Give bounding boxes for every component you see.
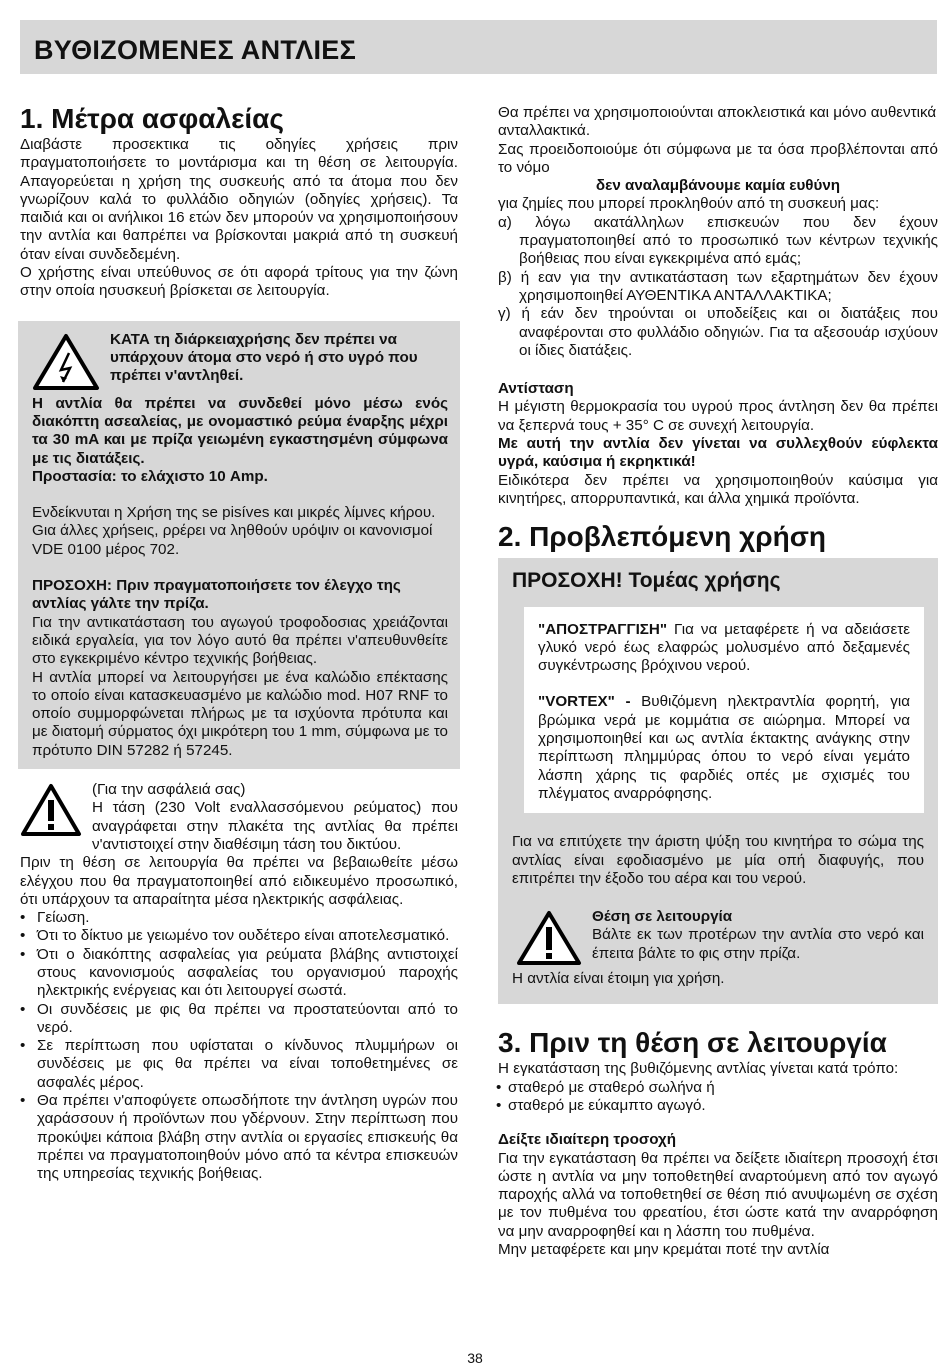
left-column: [20, 104, 458, 1184]
warning-no-persons: ΚΑΤΑ τη διάρκειαχρήσης δεν πρέπει να υπάρχουν άτομα στο νερό ή στο υγρό που πρέπει ν'αντληθεί.: [110, 330, 418, 385]
electric-hazard-icon: [32, 333, 100, 391]
list-item: • Σε περίπτωση που υφίσταται ο κίνδυνος πλυμμήρων οι συνδέσεις με φις θα πρέπει να είναι τοποθετημένες σε ασφαλές μέρος.: [20, 1037, 458, 1092]
drainage-text: Για να μεταφέρετε ή να αδειάσετε γλυκό νερό έως ελαφρώς μολυσμένο από δεξαμενές συγκέντρωσης βρόχινου νερού.: [538, 620, 910, 675]
damages-text: για ζημίες που μπορεί προκληθούν από τη συσκευή μας:: [498, 195, 880, 213]
no-liability: δεν αναλαμβάνουμε καμία ευθύνη: [595, 177, 841, 195]
list-item: • σταθερό με εύκαμπτο αγωγό.: [496, 1097, 938, 1115]
section-2-title: 2. Προβλεπόμενη χρήση: [498, 521, 826, 553]
list-item: • Οι συνδέσεις με φις θα πρέπει να προστατεύονται από το νερό.: [20, 1001, 458, 1038]
warning-circuit-breaker: Η αντλία θα πρέπει να συνδεθεί μόνο μέσω ενός διακόπτη ασεαλείας, με ονομαστικό ρεύμα έναρξης μέχρι τα 30 mA και με πρίζα γειωμένη εγκαστησμένη σύμφωνα με τις διατάξεις.: [32, 394, 448, 467]
right-column: [498, 104, 938, 1259]
original-parts-text: Θα πρέπει να χρησιμοποιούνται αποκλειστικά και μόνο αυθεντικά ανταλλακτικά.: [498, 104, 937, 140]
resistance-text-2: Ειδικότερα δεν πρέπει να χρησιμοποιηθούν καύσιμα για κινητήρες, απορρυπαντικά, και άλλα χημικά προϊόντα.: [498, 471, 938, 507]
caution-title: ΠΡΟΣΟΧΗ: Πριν πραγματοποιήσετε τον έλεγχο της αντλίας γάλτε την πρίζα.: [32, 577, 401, 613]
warning-exclamation-icon: [516, 910, 582, 966]
operation-title: Θέση σε λειτουργία: [592, 908, 733, 926]
list-item: γ) ή εάν δεν τηρούνται οι υποδείξεις και οι διατάξεις που αναφέρονται στο φυλλάδιο οδηγιών. Για τα αξεσουάρ ισχύουν οι ίδιες διατάξεις.: [498, 305, 938, 359]
safety-box: [18, 321, 460, 769]
attention-title: Δείξτε ιδιαίτερη τροσοχή: [498, 1131, 676, 1149]
attention-text: Για την εγκατάσταση θα πρέπει να δείξετε ιδιαίτερη προσοχή έτσι ώστε η αντλία να μην τοποθετηθεί αναρτούμενη από τον αγωγό παροχής αλλά να τοποθετηθεί σε θέση πιό ανυψωμένη σε σχέση με τον πυθμένα του φρεατίου, έτσι ώστε κατά την αναρρόφηση να μην αναρροφηθεί και η λάσπη του πυθμένα.: [498, 1149, 938, 1240]
vortex-text: Βυθιζόμενη ηλεκτραντλία φορητή, για βρώμικα νερά με κομμάτια σε αιώρημα. Μπορεί να χρησιμοποιηθεί και ως αντλία έκτακτης ανάγκης στην περίπτωση πλημμύρας όπου το νερό είναι γεμάτο λάσπη χάρης τις φαρδιές οπές με σχισμές του πλέγματος αναρρόφησης.: [538, 693, 910, 802]
operation-text: Βάλτε εκ των προτέρων την αντλία στο νερό και έπειτα βάλτε το φις στην πρίζα.: [592, 926, 924, 962]
warning-protection: Προστασία: το ελάχιστο 10 Amp.: [32, 467, 268, 485]
list-item: • σταθερό με σταθερό σωλήνα ή: [496, 1079, 938, 1097]
attention-text-2: Μην μεταφέρετε και μην κρεμάται ποτέ την αντλία: [498, 1241, 830, 1259]
operation-ready: Η αντλία είναι έτοιμη για χρήση.: [512, 970, 725, 988]
section-1-title: 1. Μέτρα ασφαλείας: [20, 103, 284, 134]
before-use-text: Πριν τη θέση σε λειτουργία θα πρέπει να βεβαιωθείτε μέσω ελέγχου που θα πραγματοποιηθεί από ειδικευμένο προσωπικό, ότι υπάρχουν τα απαραίτητα μέσα ηλεκτρικής ασφάλειας.: [20, 854, 458, 908]
list-item: α) λόγω ακατάλληλων επισκευών που δεν έχουν πραγματοποιηθεί από το προσωπικό των κέντρων τεχνικής βοήθειας που είναι εγκεκριμένα από εμάς;: [498, 213, 938, 268]
usage-types: [524, 607, 924, 814]
legal-warning: Σας προειδοποιούμε ότι σύμφωνα με τα όσα προβλέπονται από το νόμο: [498, 140, 938, 176]
resistance-warning: Με αυτή την αντλία δεν γίνεται να συλλεχθούν εύφλεκτα υγρά, καύσιμα ή εκρηκτικά!: [498, 435, 938, 471]
list-item: • Ότι ο διακόπτης ασφαλείας για ρεύματα βλάβης αντιστοιχεί στους κανονισμούς ασφαλείας του οργανισμού παροχής ηλεκτρικής ενέργειας και ότι λειτουργεί σωστά.: [20, 946, 458, 1001]
header-band: [20, 20, 937, 74]
list-item: β) ή εαν για την αντικατάσταση των εξαρτημάτων δεν έχουν χρησιμοποιηθεί ΑΥΘΕΝΤΙΚΑ ΑΝΤΑΛΛΑΚΤΙΚΑ;: [498, 268, 938, 304]
vortex-label: "VORTEX" -: [538, 693, 631, 711]
caution-cable: Για την αντικατάσταση του αγωγού τροφοδοσιας χρειάζονται ειδικά εργαλεία, για τον λόγο αυτό θα πρέπει ν'απευθυνθείτε στο εγκεκριμένο κέντρο τεχνικής βοήθειας.: [32, 613, 448, 668]
voltage-text: Η τάση (230 Volt εναλλασσόμενου ρεύματος) που αναγράφεται στην πλακέτα της αντλίας θα πρέπει ν'αντιστοιχεί στην διαθέσιμη τάση του δικτύου.: [92, 799, 458, 853]
page-title: ΒΥΘΙΖΟΜΕΝΕΣ ΑΝΤΛΙΕΣ: [34, 35, 357, 65]
cooling-text: Για να επιτύχετε την άριστη ψύξη του κινητήρα το σώμα της αντλίας είναι εφοδιασμένο με μία οπή διαφυγής, που επιτρέπει την έξοδο του αέρα και του νερού.: [512, 833, 924, 887]
resistance-title: Αντίσταση: [498, 380, 574, 398]
intro-paragraph: Διαβάστε προσεκτικα τις οδηγίες χρήσεις πριν πραγματοποιήσετε το μοντάρισμα και τη θέση σε λειτουργία. Απαγορεύεται η χρήση της συσκευής από τα άτομα που δεν γνωρίζουν καλά το φυλλάδιο οδηγιών (οδηγίες χρήσεις). Τα παιδιά και οι ανήλικοι 16 ετών δεν μπορούν να χρησιμοποιήσουν την αντλία και θαπρέπει να βρίσκονται μακριά από τη συσκευή όταν είναι συνδεδεμένη.: [20, 136, 458, 263]
page-number: 38: [467, 1350, 483, 1366]
user-responsibility: Ο χρήστης είναι υπεύθυνος σε ότι αφορά τρίτους για την ζώνη στην οποία ησυσκευή βρίσκεται σε λειτουργία.: [20, 264, 458, 300]
list-item: • Θα πρέπει ν'αποφύγετε οπωσδήποτε την άντληση υγρών που χαράσσουν ή προϊόντων που γδέρνουν. Στην περίπτωση που προκύψει κάποια βλάβη στην αντλία οι εργασίες επισκευής θα πρέπει να πραγματοποιηθούν μόνο από τα κέντρα επισκευών της υπηρεσίας τεχνικής βοήθειας.: [20, 1092, 458, 1183]
list-item: • Γείωση.: [20, 909, 458, 927]
drainage-label: "ΑΠΟΣΤΡΑΓΓΙΣΗ": [538, 620, 668, 638]
usage-box-title: ΠΡΟΣΟΧΗ! Τομέας χρήσης: [512, 569, 781, 593]
list-item: • Ότι το δίκτυο με γειωμένο τον ουδέτερο είναι αποτελεσματικό.: [20, 927, 458, 945]
caution-extension: Η αντλία μπορεί να λειτουργήσει με ένα καλώδιο επέκτασης το οποίο είναι κατασκευασμένο με καλώδιο mod. H07 RNF το οποίο συμμορφώνεται πλήρως με τα ισχύοντα πρότυπα και με διατομή σύρματος όχι μικρότερη του 1 mm, σύμφωνα με το πρότυπο DIN 57282 ή 57245.: [32, 668, 448, 759]
install-list: [496, 1079, 938, 1116]
warning-exclamation-icon: [20, 783, 82, 837]
usage-info: Ενδείκνυται η Χρήση της se pisíves και μικρές λίμνες κήρου. Gια άλλες χρήseις, ρρέρει να ληθθούν υρόψιν οι κανονισμοί VDE 0100 μέρος 702.: [32, 504, 436, 558]
safety-checklist: [20, 909, 458, 1183]
install-text: Η εγκατάσταση της βυθιζόμενης αντλίας γίνεται κατά τρόπο:: [498, 1060, 899, 1078]
safety-note: (Για την ασφάλειά σας): [92, 781, 246, 799]
section-3-title: 3. Πριν τη θέση σε λειτουργία: [498, 1027, 887, 1059]
resistance-text: Η μέγιστη θερμοκρασία του υγρού προς άντληση δεν θα πρέπει να ξεπερνά τους + 35° C σε συνεχή λειτουργία.: [498, 398, 938, 434]
usage-box: [498, 558, 938, 1004]
